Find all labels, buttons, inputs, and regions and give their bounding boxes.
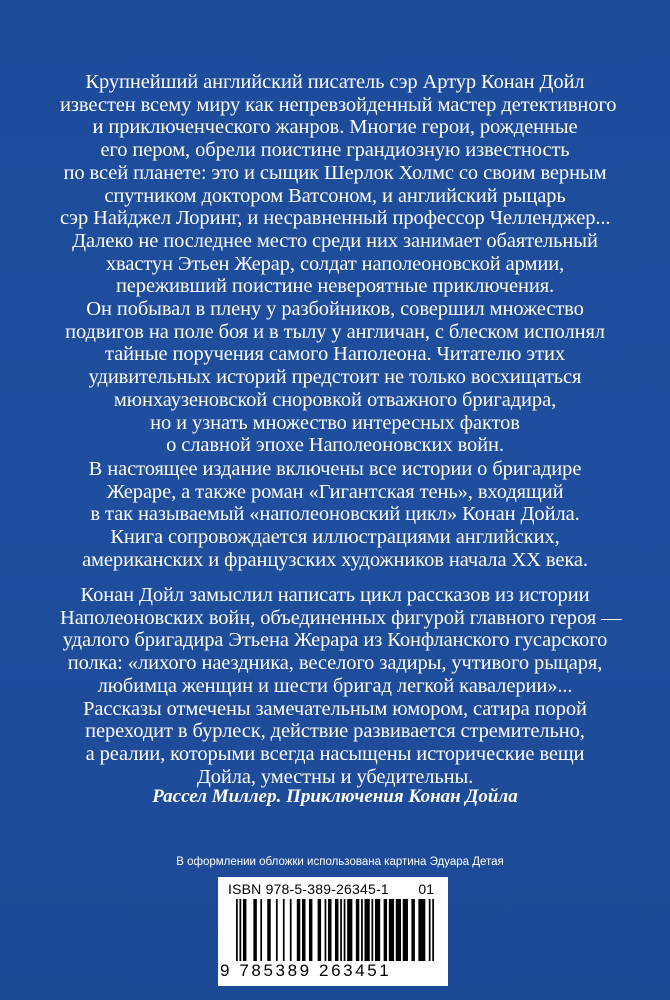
text-line: а реалии, которыми всегда насыщены исторические вещи [85, 742, 585, 765]
barcode-bar [260, 899, 262, 961]
text-line: переходит в бурлеск, действие развивается стремительно, [85, 720, 585, 743]
text-line: Книга сопровождается иллюстрациями английских, [110, 526, 560, 549]
text-line: и приключенческого жанров. Многие герои, рожденные [92, 116, 578, 139]
text-line: Наполеоновских войн, объединенных фигурой главного героя — [60, 606, 622, 629]
barcode-bar [365, 899, 370, 961]
text-line: известен всему миру как непревзойденный мастер детективного [60, 93, 617, 116]
text-line: его пером, обрели поистине грандиозную известность [100, 139, 570, 162]
barcode-bar [396, 899, 401, 961]
text-line: но и узнать множество интересных фактов [150, 411, 520, 434]
barcode-bar [309, 899, 312, 961]
text-line: о славной эпохе Наполеоновских войн. [166, 434, 504, 457]
barcode-bar [328, 899, 331, 961]
text-line: Жераре, а также роман «Гигантская тень», входящий [106, 480, 564, 503]
text-line: подвигов на поле боя и в тылу у англичан, с блеском исполнял [65, 320, 605, 343]
barcode-bar [356, 899, 359, 961]
quote-paragraph [60, 584, 622, 788]
text-line: переживший поистине невероятные приключения. [115, 275, 555, 298]
text-line: по всей планете: это и сыщик Шерлок Холмс со своим верным [63, 161, 607, 184]
text-line: мюнхаузеновской сноровкой отважного бригадира, [113, 388, 557, 411]
barcode-bar [361, 899, 363, 961]
synopsis-paragraph [60, 71, 617, 457]
edition-paragraph [60, 458, 610, 572]
barcode-bar [318, 899, 321, 961]
isbn-barcode [218, 877, 448, 986]
text-line: американских и французских художников начала XX века. [82, 548, 588, 571]
barcode-bar [371, 899, 373, 961]
text-line: в так называемый «наполеоновский цикл» Конан Дойла. [90, 503, 580, 526]
text-line: удивительных историй предстоит не только восхищаться [88, 366, 582, 389]
barcode-bar [325, 899, 327, 961]
barcode-bar [276, 899, 278, 961]
text-line: Конан Дойл замыслил написать цикл рассказов из истории [80, 584, 590, 606]
quote-attribution: Рассел Миллер. Приключения Конан Дойла [152, 786, 518, 807]
barcode-bar [239, 899, 241, 961]
text-line: тайные поручения самого Наполеона. Читателю этих [104, 343, 565, 366]
barcode-bar [375, 899, 380, 961]
barcode-bar [429, 899, 431, 961]
barcode-bar [411, 899, 414, 961]
text-line: хвастун Этьен Жерар, солдат наполеоновской армии, [105, 252, 565, 275]
isbn-number: ISBN 978-5-389-26345-1 [228, 881, 389, 897]
barcode-bar [297, 899, 300, 961]
barcode-digits: 9 785389 263451 [220, 961, 392, 980]
barcode-bar [335, 899, 338, 961]
barcode-bar [283, 899, 285, 961]
text-line: полка: «лихого наездника, веселого задиры, учтивого рыцаря, [67, 652, 603, 675]
barcode-bar [340, 899, 342, 961]
barcode-bars [236, 899, 434, 961]
text-line: удалого бригадира Этьена Жерара из Конфланского гусарского [62, 629, 608, 652]
barcode-bar [302, 899, 305, 961]
barcode-bar [347, 899, 352, 961]
text-line: Дойла, уместны и убедительны. [196, 765, 474, 788]
cover-art-credit: В оформлении обложки использована картина Эдуара Детая [176, 856, 504, 868]
isbn-addon: 01 [418, 881, 434, 897]
text-line: Далеко не последнее место среди них занимает обаятельный [72, 229, 598, 252]
text-line: Рассказы отмечены замечательным юмором, сатира порой [83, 697, 587, 720]
barcode-bar [403, 899, 408, 961]
text-line: сэр Найджел Лоринг, и несравненный профессор Челленджер... [60, 207, 611, 230]
text-line: Крупнейший английский писатель сэр Артур Конан Дойл [85, 71, 585, 93]
barcode-bar [432, 899, 434, 961]
text-line: Он побывал в плену у разбойников, совершил множество [86, 298, 584, 321]
barcode-bar [418, 899, 425, 961]
barcode-bar [389, 899, 394, 961]
text-line: любимца женщин и шести бригад легкой кавалерии»... [97, 674, 573, 697]
barcode-bar [290, 899, 292, 961]
barcode-bar [384, 899, 387, 961]
barcode-bar [253, 899, 256, 961]
text-line: В настоящее издание включены все истории о бригадире [88, 458, 582, 480]
barcode-bar [236, 899, 238, 961]
barcode-bar [344, 899, 346, 961]
barcode-bar [243, 899, 246, 961]
barcode-bar [267, 899, 270, 961]
text-line: спутником доктором Ватсоном, и английский рыцарь [104, 184, 566, 207]
